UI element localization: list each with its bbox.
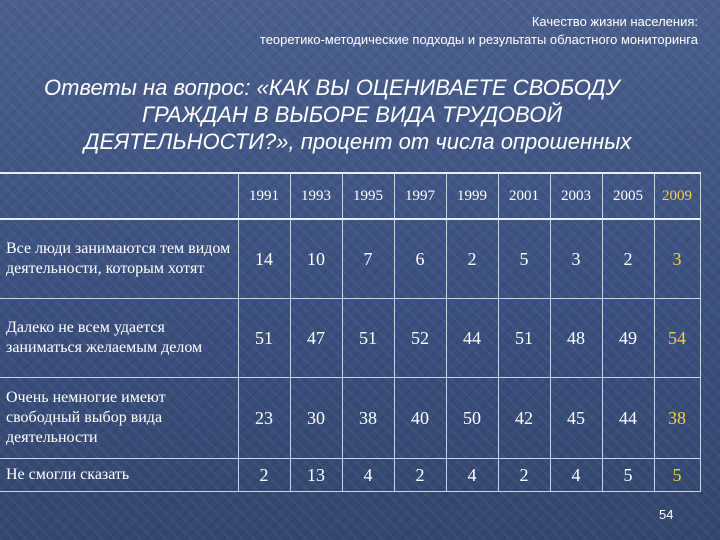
table-cell: 3	[550, 219, 602, 299]
page-number: 54	[659, 507, 674, 522]
table-row	[0, 378, 700, 459]
row-label: Очень немногие имеют свободный выбор вида деятельности	[0, 378, 238, 459]
table-row	[0, 219, 700, 299]
table-cell: 52	[394, 299, 446, 378]
header-line-1: Качество жизни населения:	[531, 14, 698, 29]
table-cell-highlight: 3	[654, 219, 700, 299]
title-question-part-2: ГРАЖДАН В ВЫБОРЕ ВИДА ТРУДОВОЙ	[142, 102, 563, 127]
table-cell: 14	[238, 219, 290, 299]
table-cell: 44	[446, 299, 498, 378]
row-label: Не смогли сказать	[0, 459, 238, 492]
title-prefix: Ответы на вопрос:	[44, 75, 257, 100]
table-cell: 5	[498, 219, 550, 299]
table-cell: 47	[290, 299, 342, 378]
table-cell: 2	[498, 459, 550, 492]
table-corner-cell	[0, 173, 238, 219]
year-header: 2003	[550, 173, 602, 219]
table-row	[0, 299, 700, 378]
table-cell: 2	[446, 219, 498, 299]
table-cell: 30	[290, 378, 342, 459]
title-line-3	[44, 128, 704, 155]
header-line-2: теоретико-методические подходы и результаты областного мониторинга	[259, 32, 698, 47]
table-cell: 4	[550, 459, 602, 492]
table-cell: 7	[342, 219, 394, 299]
table-cell: 45	[550, 378, 602, 459]
table-cell-highlight: 5	[654, 459, 700, 492]
table-cell: 23	[238, 378, 290, 459]
year-header: 1995	[342, 173, 394, 219]
table-cell: 51	[238, 299, 290, 378]
table-cell: 50	[446, 378, 498, 459]
table-cell-highlight: 54	[654, 299, 700, 378]
slide-title	[44, 74, 704, 155]
table-cell: 40	[394, 378, 446, 459]
title-question-part-3: ДЕЯТЕЛЬНОСТИ?»	[84, 129, 289, 154]
year-header: 1993	[290, 173, 342, 219]
table-cell: 2	[238, 459, 290, 492]
table-cell: 2	[602, 219, 654, 299]
table-cell: 2	[394, 459, 446, 492]
table-cell: 51	[342, 299, 394, 378]
table-cell: 4	[342, 459, 394, 492]
table-cell: 10	[290, 219, 342, 299]
year-header: 1991	[238, 173, 290, 219]
table-row	[0, 459, 700, 492]
year-header-highlight: 2009	[654, 173, 700, 219]
row-label: Все люди занимаются тем видом деятельности, которым хотят	[0, 219, 238, 299]
table-cell: 51	[498, 299, 550, 378]
table-cell: 42	[498, 378, 550, 459]
title-suffix: , процент от числа опрошенных	[288, 129, 632, 154]
row-label: Далеко не всем удается заниматься желаемым делом	[0, 299, 238, 378]
table-cell: 38	[342, 378, 394, 459]
title-line-2	[44, 101, 704, 128]
year-header: 2005	[602, 173, 654, 219]
year-header: 1999	[446, 173, 498, 219]
year-header: 2001	[498, 173, 550, 219]
table-cell-highlight: 38	[654, 378, 700, 459]
table-cell: 13	[290, 459, 342, 492]
table-header-row	[0, 173, 700, 219]
table-cell: 6	[394, 219, 446, 299]
table-cell: 48	[550, 299, 602, 378]
title-question-part-1: «КАК ВЫ ОЦЕНИВАЕТЕ СВОБОДУ	[256, 75, 620, 100]
year-header: 1997	[394, 173, 446, 219]
table-cell: 5	[602, 459, 654, 492]
presentation-header	[138, 13, 698, 49]
table-cell: 4	[446, 459, 498, 492]
table-cell: 44	[602, 378, 654, 459]
survey-results-table	[0, 172, 701, 492]
table-cell: 49	[602, 299, 654, 378]
title-line-1	[44, 74, 704, 101]
